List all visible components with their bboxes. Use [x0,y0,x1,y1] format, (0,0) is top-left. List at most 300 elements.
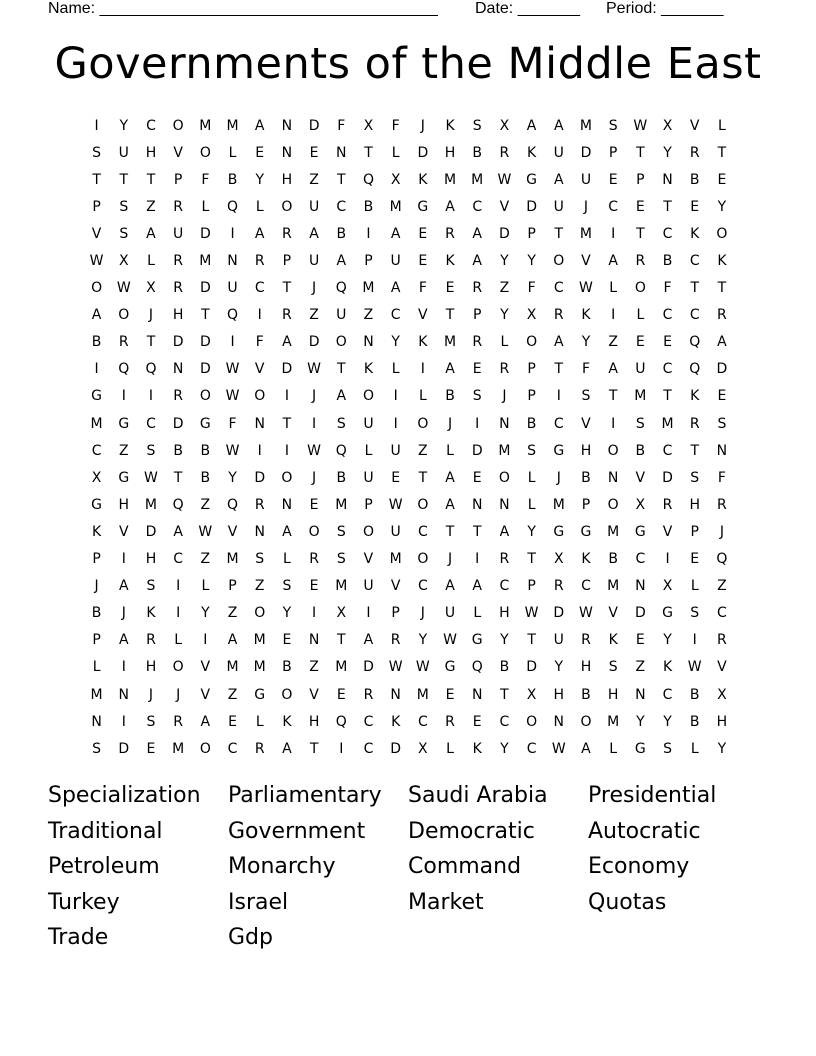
grid-letter[interactable]: T [500,686,509,703]
grid-letter[interactable]: C [499,578,510,595]
grid-letter[interactable]: U [363,415,374,432]
grid-letter[interactable]: A [526,117,537,134]
grid-letter[interactable]: B [689,686,700,703]
grid-letter[interactable]: M [226,551,239,568]
grid-letter[interactable]: S [717,415,727,432]
grid-letter[interactable]: A [363,632,374,649]
grid-letter[interactable]: S [336,551,346,568]
grid-letter[interactable]: P [92,632,101,649]
grid-letter[interactable]: X [662,117,673,134]
grid-letter[interactable]: M [90,415,103,432]
grid-letter[interactable]: K [662,659,673,676]
grid-letter[interactable]: M [335,659,348,676]
grid-letter[interactable]: R [173,253,184,270]
grid-letter[interactable]: M [607,523,620,540]
grid-letter[interactable]: G [91,388,103,405]
grid-letter[interactable]: C [662,442,673,459]
grid-letter[interactable]: L [446,740,454,757]
grid-letter[interactable]: F [391,117,400,134]
grid-letter[interactable]: T [472,523,482,540]
grid-letter[interactable]: O [526,334,538,351]
grid-letter[interactable]: X [146,280,156,297]
grid-letter[interactable]: N [281,496,293,513]
grid-letter[interactable]: E [717,171,727,188]
grid-letter[interactable]: K [445,253,455,270]
grid-letter[interactable]: S [119,225,129,242]
grid-letter[interactable]: L [527,469,536,486]
grid-letter[interactable]: S [663,740,672,757]
grid-letter[interactable]: M [335,496,348,513]
grid-letter[interactable]: T [527,632,536,649]
grid-letter[interactable]: V [499,198,510,215]
grid-letter[interactable]: R [499,144,510,161]
grid-letter[interactable]: L [201,578,210,595]
grid-letter[interactable]: H [580,442,592,459]
grid-letter[interactable]: I [366,225,371,242]
grid-letter[interactable]: T [690,442,699,459]
grid-letter[interactable]: G [662,605,673,622]
grid-letter[interactable]: M [552,496,565,513]
grid-letter[interactable]: A [118,578,129,595]
grid-letter[interactable]: K [690,225,700,242]
grid-letter[interactable]: A [282,334,292,351]
grid-letter[interactable]: S [146,442,156,459]
grid-letter[interactable]: M [90,686,103,703]
grid-letter[interactable]: I [420,361,425,378]
grid-letter[interactable]: V [200,659,211,676]
grid-letter[interactable]: I [284,388,289,405]
grid-letter[interactable]: T [146,171,156,188]
grid-letter[interactable]: C [417,713,428,730]
grid-letter[interactable]: U [553,632,564,649]
grid-letter[interactable]: P [527,361,536,378]
grid-letter[interactable]: W [144,469,158,486]
grid-letter[interactable]: O [362,523,374,540]
grid-letter[interactable]: Z [499,280,510,297]
grid-letter[interactable]: I [393,415,398,432]
grid-letter[interactable]: A [445,361,455,378]
grid-letter[interactable]: A [717,334,727,351]
grid-letter[interactable]: Q [335,713,347,730]
grid-letter[interactable]: B [91,334,102,351]
grid-letter[interactable]: S [608,659,618,676]
grid-letter[interactable]: E [146,740,156,757]
grid-letter[interactable]: V [581,415,591,432]
grid-letter[interactable]: N [172,361,184,378]
grid-letter[interactable]: E [635,334,645,351]
grid-letter[interactable]: R [282,307,292,324]
grid-letter[interactable]: B [472,144,483,161]
grid-letter[interactable]: W [198,523,213,540]
grid-letter[interactable]: B [499,659,510,676]
grid-letter[interactable]: H [145,659,157,676]
grid-letter[interactable]: R [717,632,727,649]
grid-letter[interactable]: B [581,469,591,486]
grid-letter[interactable]: H [281,171,293,188]
grid-letter[interactable]: X [118,253,129,270]
grid-letter[interactable]: T [527,551,536,568]
grid-letter[interactable]: H [689,496,700,513]
grid-letter[interactable]: U [390,523,401,540]
grid-letter[interactable]: U [363,578,374,595]
grid-letter[interactable]: E [472,713,482,730]
grid-letter[interactable]: O [91,280,103,297]
grid-letter[interactable]: E [309,578,319,595]
grid-letter[interactable]: M [253,632,266,649]
grid-letter[interactable]: A [173,523,183,540]
grid-letter[interactable]: L [527,496,536,513]
grid-letter[interactable]: T [282,415,292,432]
grid-letter[interactable]: I [203,632,208,649]
grid-letter[interactable]: M [226,659,239,676]
grid-letter[interactable]: M [471,171,484,188]
grid-letter[interactable]: A [390,280,401,297]
grid-letter[interactable]: R [472,280,483,297]
grid-letter[interactable]: S [92,740,102,757]
grid-letter[interactable]: Z [717,578,727,595]
grid-letter[interactable]: C [254,280,265,297]
grid-letter[interactable]: B [689,713,700,730]
grid-letter[interactable]: L [201,198,210,215]
grid-letter[interactable]: R [173,198,184,215]
grid-letter[interactable]: J [583,198,589,215]
grid-letter[interactable]: V [635,469,646,486]
grid-letter[interactable]: Z [200,496,211,513]
grid-letter[interactable]: U [118,144,129,161]
grid-letter[interactable]: U [553,198,564,215]
grid-letter[interactable]: L [609,740,618,757]
grid-letter[interactable]: N [336,144,347,161]
grid-letter[interactable]: X [91,469,102,486]
grid-letter[interactable]: Z [200,551,211,568]
grid-letter[interactable]: L [609,280,618,297]
grid-letter[interactable]: R [363,686,374,703]
grid-letter[interactable]: P [364,496,373,513]
grid-letter[interactable]: T [717,144,727,161]
grid-letter[interactable]: U [553,144,564,161]
grid-letter[interactable]: V [309,686,319,703]
grid-letter[interactable]: X [717,686,727,703]
grid-letter[interactable]: F [418,280,427,297]
grid-letter[interactable]: F [663,280,672,297]
grid-letter[interactable]: S [119,198,129,215]
grid-letter[interactable]: W [116,280,131,297]
grid-letter[interactable]: R [472,334,483,351]
grid-letter[interactable]: I [94,361,99,378]
grid-letter[interactable]: W [89,253,104,270]
grid-letter[interactable]: T [146,334,156,351]
grid-letter[interactable]: O [172,659,184,676]
grid-letter[interactable]: I [611,225,616,242]
grid-letter[interactable]: V [717,659,727,676]
grid-letter[interactable]: T [282,280,292,297]
grid-letter[interactable]: C [581,578,591,595]
date-field[interactable]: Date: _______ [475,0,580,17]
grid-letter[interactable]: T [201,307,210,324]
grid-letter[interactable]: Y [391,334,400,351]
grid-letter[interactable]: Z [635,659,646,676]
grid-letter[interactable]: G [471,632,483,649]
grid-letter[interactable]: C [553,280,564,297]
grid-letter[interactable]: Q [689,334,701,351]
grid-letter[interactable]: K [445,117,455,134]
grid-letter[interactable]: E [690,551,700,568]
grid-letter[interactable]: F [527,280,536,297]
grid-letter[interactable]: E [608,171,618,188]
grid-letter[interactable]: N [471,686,483,703]
grid-letter[interactable]: Y [663,632,672,649]
grid-letter[interactable]: Z [118,442,129,459]
grid-letter[interactable]: J [121,605,126,622]
grid-letter[interactable]: H [145,551,157,568]
grid-letter[interactable]: E [635,632,645,649]
grid-letter[interactable]: D [199,280,211,297]
grid-letter[interactable]: L [174,632,183,649]
grid-letter[interactable]: S [690,605,700,622]
grid-letter[interactable]: S [581,388,591,405]
grid-letter[interactable]: R [662,496,673,513]
grid-letter[interactable]: B [336,225,347,242]
grid-letter[interactable]: R [635,253,646,270]
grid-letter[interactable]: N [499,415,510,432]
grid-letter[interactable]: A [390,225,401,242]
grid-letter[interactable]: A [581,740,591,757]
grid-letter[interactable]: I [257,307,262,324]
grid-letter[interactable]: M [498,442,511,459]
grid-letter[interactable]: Q [227,307,239,324]
grid-letter[interactable]: R [553,307,564,324]
grid-letter[interactable]: L [473,605,482,622]
grid-letter[interactable]: U [173,225,184,242]
grid-letter[interactable]: M [579,117,593,134]
grid-letter[interactable]: L [418,388,427,405]
grid-letter[interactable]: A [336,388,347,405]
grid-letter[interactable]: H [308,713,320,730]
grid-letter[interactable]: P [636,171,645,188]
grid-letter[interactable]: G [118,469,130,486]
grid-letter[interactable]: B [200,442,211,459]
grid-letter[interactable]: W [225,388,240,405]
grid-letter[interactable]: I [284,442,289,459]
grid-letter[interactable]: J [502,388,507,405]
grid-letter[interactable]: H [145,144,157,161]
grid-letter[interactable]: A [200,713,211,730]
grid-letter[interactable]: O [417,415,429,432]
grid-letter[interactable]: O [118,307,130,324]
grid-letter[interactable]: C [417,578,428,595]
grid-letter[interactable]: N [118,686,130,703]
grid-letter[interactable]: C [662,307,673,324]
grid-letter[interactable]: W [225,361,240,378]
grid-letter[interactable]: X [635,496,646,513]
grid-letter[interactable]: O [254,605,266,622]
grid-letter[interactable]: A [227,632,238,649]
name-field[interactable]: Name: ______________________________________ [48,0,438,17]
grid-letter[interactable]: C [336,198,347,215]
grid-letter[interactable]: J [312,280,317,297]
grid-letter[interactable]: D [526,659,537,676]
grid-letter[interactable]: A [336,253,347,270]
grid-letter[interactable]: G [526,171,538,188]
grid-letter[interactable]: X [336,605,347,622]
grid-letter[interactable]: V [390,578,401,595]
grid-letter[interactable]: Y [663,713,672,730]
grid-letter[interactable]: R [254,253,265,270]
grid-letter[interactable]: C [717,605,727,622]
grid-letter[interactable]: L [391,144,400,161]
grid-letter[interactable]: V [689,117,700,134]
grid-letter[interactable]: S [608,117,618,134]
grid-letter[interactable]: T [717,280,727,297]
grid-letter[interactable]: J [312,388,317,405]
grid-letter[interactable]: K [146,605,156,622]
grid-letter[interactable]: E [717,388,727,405]
grid-letter[interactable]: H [607,686,619,703]
grid-letter[interactable]: C [417,523,428,540]
grid-letter[interactable]: D [417,144,429,161]
grid-letter[interactable]: O [716,225,728,242]
grid-letter[interactable]: M [253,659,266,676]
grid-letter[interactable]: D [172,415,184,432]
grid-letter[interactable]: Y [282,605,292,622]
grid-letter[interactable]: T [690,280,699,297]
grid-letter[interactable]: O [335,334,347,351]
grid-letter[interactable]: M [607,713,620,730]
grid-letter[interactable]: S [527,442,537,459]
grid-letter[interactable]: C [662,225,673,242]
grid-letter[interactable]: C [526,740,537,757]
grid-letter[interactable]: B [173,442,183,459]
grid-letter[interactable]: A [608,253,618,270]
grid-letter[interactable]: R [717,496,727,513]
grid-letter[interactable]: W [307,442,322,459]
grid-letter[interactable]: V [118,523,129,540]
grid-letter[interactable]: Y [527,523,536,540]
grid-letter[interactable]: W [524,605,539,622]
grid-letter[interactable]: H [444,144,456,161]
grid-letter[interactable]: P [92,551,101,568]
grid-letter[interactable]: V [581,253,591,270]
grid-letter[interactable]: R [282,225,292,242]
grid-letter[interactable]: I [611,415,616,432]
grid-letter[interactable]: A [445,469,455,486]
grid-letter[interactable]: F [581,361,590,378]
grid-letter[interactable]: L [690,740,699,757]
grid-letter[interactable]: I [475,551,480,568]
grid-letter[interactable]: C [390,307,401,324]
grid-letter[interactable]: A [472,225,482,242]
grid-letter[interactable]: E [418,225,428,242]
grid-letter[interactable]: P [690,523,699,540]
grid-letter[interactable]: A [499,523,510,540]
grid-letter[interactable]: B [282,659,292,676]
grid-letter[interactable]: G [118,415,130,432]
grid-letter[interactable]: L [391,361,400,378]
grid-letter[interactable]: P [581,496,591,513]
grid-letter[interactable]: E [228,713,237,730]
grid-letter[interactable]: O [580,713,592,730]
grid-letter[interactable]: G [254,686,266,703]
grid-letter[interactable]: P [364,253,373,270]
grid-letter[interactable]: O [199,740,211,757]
grid-letter[interactable]: M [579,225,593,242]
grid-letter[interactable]: B [363,198,374,215]
grid-letter[interactable]: A [472,578,482,595]
grid-letter[interactable]: D [390,740,402,757]
grid-letter[interactable]: R [499,551,510,568]
grid-letter[interactable]: N [390,686,401,703]
grid-letter[interactable]: I [366,605,371,622]
grid-letter[interactable]: A [472,253,482,270]
grid-letter[interactable]: X [526,307,537,324]
grid-letter[interactable]: C [146,415,156,432]
grid-letter[interactable]: S [255,551,265,568]
grid-letter[interactable]: N [635,686,646,703]
grid-letter[interactable]: Q [335,442,347,459]
grid-letter[interactable]: Y [119,117,129,134]
grid-letter[interactable]: S [146,713,156,730]
grid-letter[interactable]: D [199,225,211,242]
grid-letter[interactable]: O [281,198,293,215]
grid-letter[interactable]: Y [500,253,509,270]
grid-letter[interactable]: T [663,198,672,215]
grid-letter[interactable]: B [581,686,591,703]
grid-letter[interactable]: C [662,686,673,703]
grid-letter[interactable]: D [662,469,673,486]
grid-letter[interactable]: U [363,469,374,486]
grid-letter[interactable]: C [91,442,102,459]
grid-letter[interactable]: R [689,415,700,432]
grid-letter[interactable]: A [254,117,265,134]
grid-letter[interactable]: A [146,225,156,242]
grid-letter[interactable]: O [281,469,293,486]
grid-letter[interactable]: G [580,523,592,540]
grid-letter[interactable]: T [337,171,346,188]
grid-letter[interactable]: L [446,442,454,459]
grid-letter[interactable]: E [635,198,645,215]
grid-letter[interactable]: J [447,551,453,568]
grid-letter[interactable]: U [580,171,592,188]
grid-letter[interactable]: U [390,253,401,270]
grid-letter[interactable]: T [554,361,564,378]
grid-letter[interactable]: V [662,523,673,540]
grid-letter[interactable]: L [636,307,645,324]
grid-letter[interactable]: M [416,686,429,703]
grid-letter[interactable]: U [444,605,456,622]
grid-letter[interactable]: S [92,144,102,161]
grid-letter[interactable]: T [445,523,455,540]
grid-letter[interactable]: B [227,171,238,188]
grid-letter[interactable]: H [716,713,728,730]
grid-letter[interactable]: I [121,551,126,568]
grid-letter[interactable]: P [527,578,536,595]
grid-letter[interactable]: Y [500,632,509,649]
grid-letter[interactable]: I [121,713,126,730]
grid-letter[interactable]: F [717,469,726,486]
grid-letter[interactable]: T [663,388,672,405]
grid-letter[interactable]: H [118,496,130,513]
grid-letter[interactable]: G [199,415,211,432]
grid-letter[interactable]: G [634,740,646,757]
grid-letter[interactable]: B [445,388,455,405]
grid-letter[interactable]: K [717,253,727,270]
grid-letter[interactable]: X [499,117,510,134]
grid-letter[interactable]: T [92,171,101,188]
grid-letter[interactable]: O [281,686,293,703]
grid-letter[interactable]: J [420,605,425,622]
grid-letter[interactable]: V [608,605,618,622]
grid-letter[interactable]: H [553,686,565,703]
